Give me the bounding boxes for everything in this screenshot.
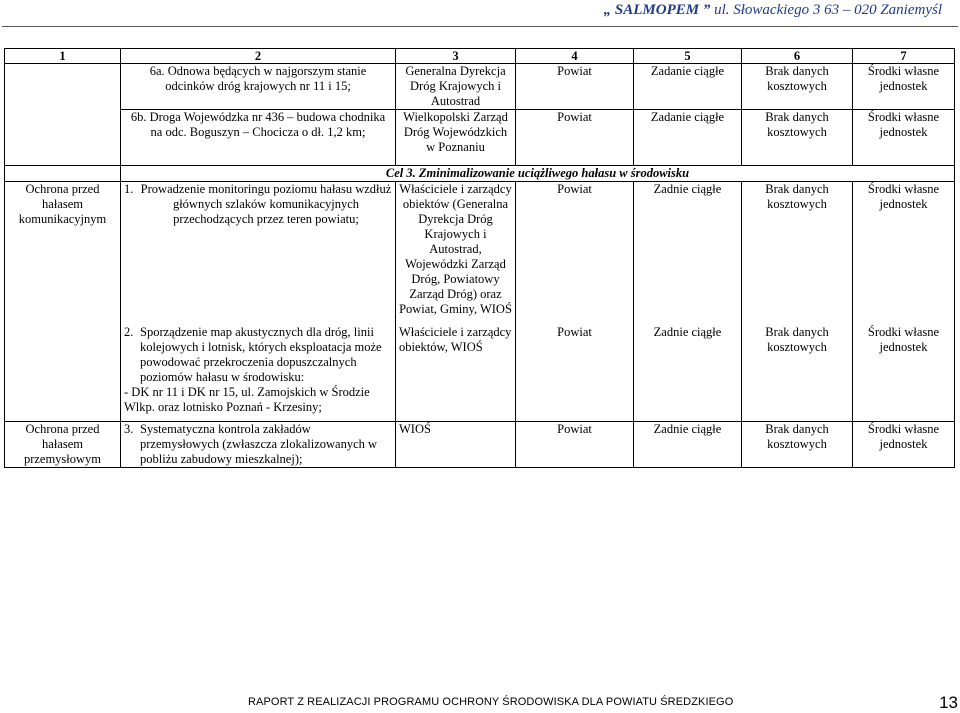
page-number: 13	[939, 693, 958, 712]
company-name: „ SALMOPEM ”	[603, 2, 711, 18]
task-text: Prowadzenie monitoringu poziomu hałasu wzdłuż głównych szlaków komunikacyjnych przechodzących przez teren powiatu;	[140, 182, 392, 226]
col-number: 7	[853, 49, 955, 64]
term-cell: Zadnie ciągłe	[634, 182, 742, 325]
task-text: Systematyczna kontrola zakładów przemysłowych (zwłaszcza zlokalizowanych w pobliżu zabudowy mieszkalnej);	[140, 422, 378, 466]
partner-cell: Powiat	[516, 110, 634, 166]
responsible-cell: Właściciele i zarządcy obiektów, WIOŚ	[396, 325, 516, 422]
responsible-cell: Generalna Dyrekcja Dróg Krajowych i Autostrad	[396, 64, 516, 110]
task-cell: 6a. Odnowa będących w najgorszym stanie odcinków dróg krajowych nr 11 i 15;	[121, 64, 396, 110]
table-row	[5, 110, 955, 166]
partner-cell: Powiat	[516, 422, 634, 468]
col-number: 6	[742, 49, 853, 64]
funding-cell: Środki własne jednostek	[853, 422, 955, 468]
term-cell: Zadnie ciągłe	[634, 422, 742, 468]
cost-cell: Brak danych kosztowych	[742, 64, 853, 110]
funding-cell: Środki własne jednostek	[853, 182, 955, 325]
funding-cell: Środki własne jednostek	[853, 110, 955, 166]
table-row	[5, 64, 955, 110]
task-cell	[121, 325, 396, 422]
responsible-cell: WIOŚ	[396, 422, 516, 468]
header-rule	[2, 26, 958, 27]
table-row	[5, 422, 955, 468]
report-footer: RAPORT Z REALIZACJI PROGRAMU OCHRONY ŚRODOWISKA DLA POWIATU ŚREDZKIEGO	[248, 696, 734, 708]
task-number: 2.	[124, 324, 134, 339]
cost-cell: Brak danych kosztowych	[742, 110, 853, 166]
column-number-row	[5, 49, 955, 64]
section-label-communication: Ochrona przed hałasem komunikacyjnym	[5, 182, 121, 422]
funding-cell: Środki własne jednostek	[853, 325, 955, 422]
cost-cell: Brak danych kosztowych	[742, 182, 853, 325]
task-cell	[121, 182, 396, 325]
task-table	[4, 48, 955, 468]
task-cell: 6b. Droga Wojewódzka nr 436 – budowa chodnika na odc. Boguszyn – Chocicza o dł. 1,2 km;	[121, 110, 396, 166]
term-cell: Zadnie ciągłe	[634, 325, 742, 422]
task-number: 3.	[124, 422, 134, 436]
table-row	[5, 325, 955, 422]
col-number: 5	[634, 49, 742, 64]
responsible-cell: Właściciele i zarządcy obiektów (Generalna Dyrekcja Dróg Krajowych i Autostrad, Wojewódzki Zarząd Dróg, Powiatowy Zarząd Dróg) oraz Powiat, Gminy, WIOŚ	[396, 182, 516, 325]
col-number: 2	[121, 49, 396, 64]
cost-cell: Brak danych kosztowych	[742, 325, 853, 422]
task-cell	[121, 422, 396, 468]
funding-cell: Środki własne jednostek	[853, 64, 955, 110]
partner-cell: Powiat	[516, 325, 634, 422]
section-label-industrial: Ochrona przed hałasem przemysłowym	[5, 422, 121, 468]
responsible-cell: Wielkopolski Zarząd Dróg Wojewódzkich w Poznaniu	[396, 110, 516, 166]
term-cell: Zadanie ciągłe	[634, 110, 742, 166]
task-text: Sporządzenie map akustycznych dla dróg, linii kolejowych i lotnisk, których eksploatacja może powodować przekroczenia dopuszczalnych poziomów hałasu w środowisku:	[140, 324, 382, 384]
goal-heading: Cel 3. Zminimalizowanie uciążliwego hałasu w środowisku	[121, 166, 955, 182]
cost-cell: Brak danych kosztowych	[742, 422, 853, 468]
company-address: ul. Słowackiego 3 63 – 020 Zaniemyśl	[710, 2, 942, 18]
table-row	[5, 182, 955, 325]
goal-spacer	[5, 166, 121, 182]
col-number: 4	[516, 49, 634, 64]
task-number: 1.	[124, 182, 134, 196]
col-number: 1	[5, 49, 121, 64]
goal-row	[5, 166, 955, 182]
col-number: 3	[396, 49, 516, 64]
term-cell: Zadanie ciągłe	[634, 64, 742, 110]
page-header	[604, 2, 942, 19]
task-subitem: - DK nr 11 i DK nr 15, ul. Zamojskich w Środzie Wlkp. oraz lotnisko Poznań - Krzesiny;	[124, 384, 370, 414]
partner-cell: Powiat	[516, 182, 634, 325]
section-cell-empty	[5, 64, 121, 166]
partner-cell: Powiat	[516, 64, 634, 110]
